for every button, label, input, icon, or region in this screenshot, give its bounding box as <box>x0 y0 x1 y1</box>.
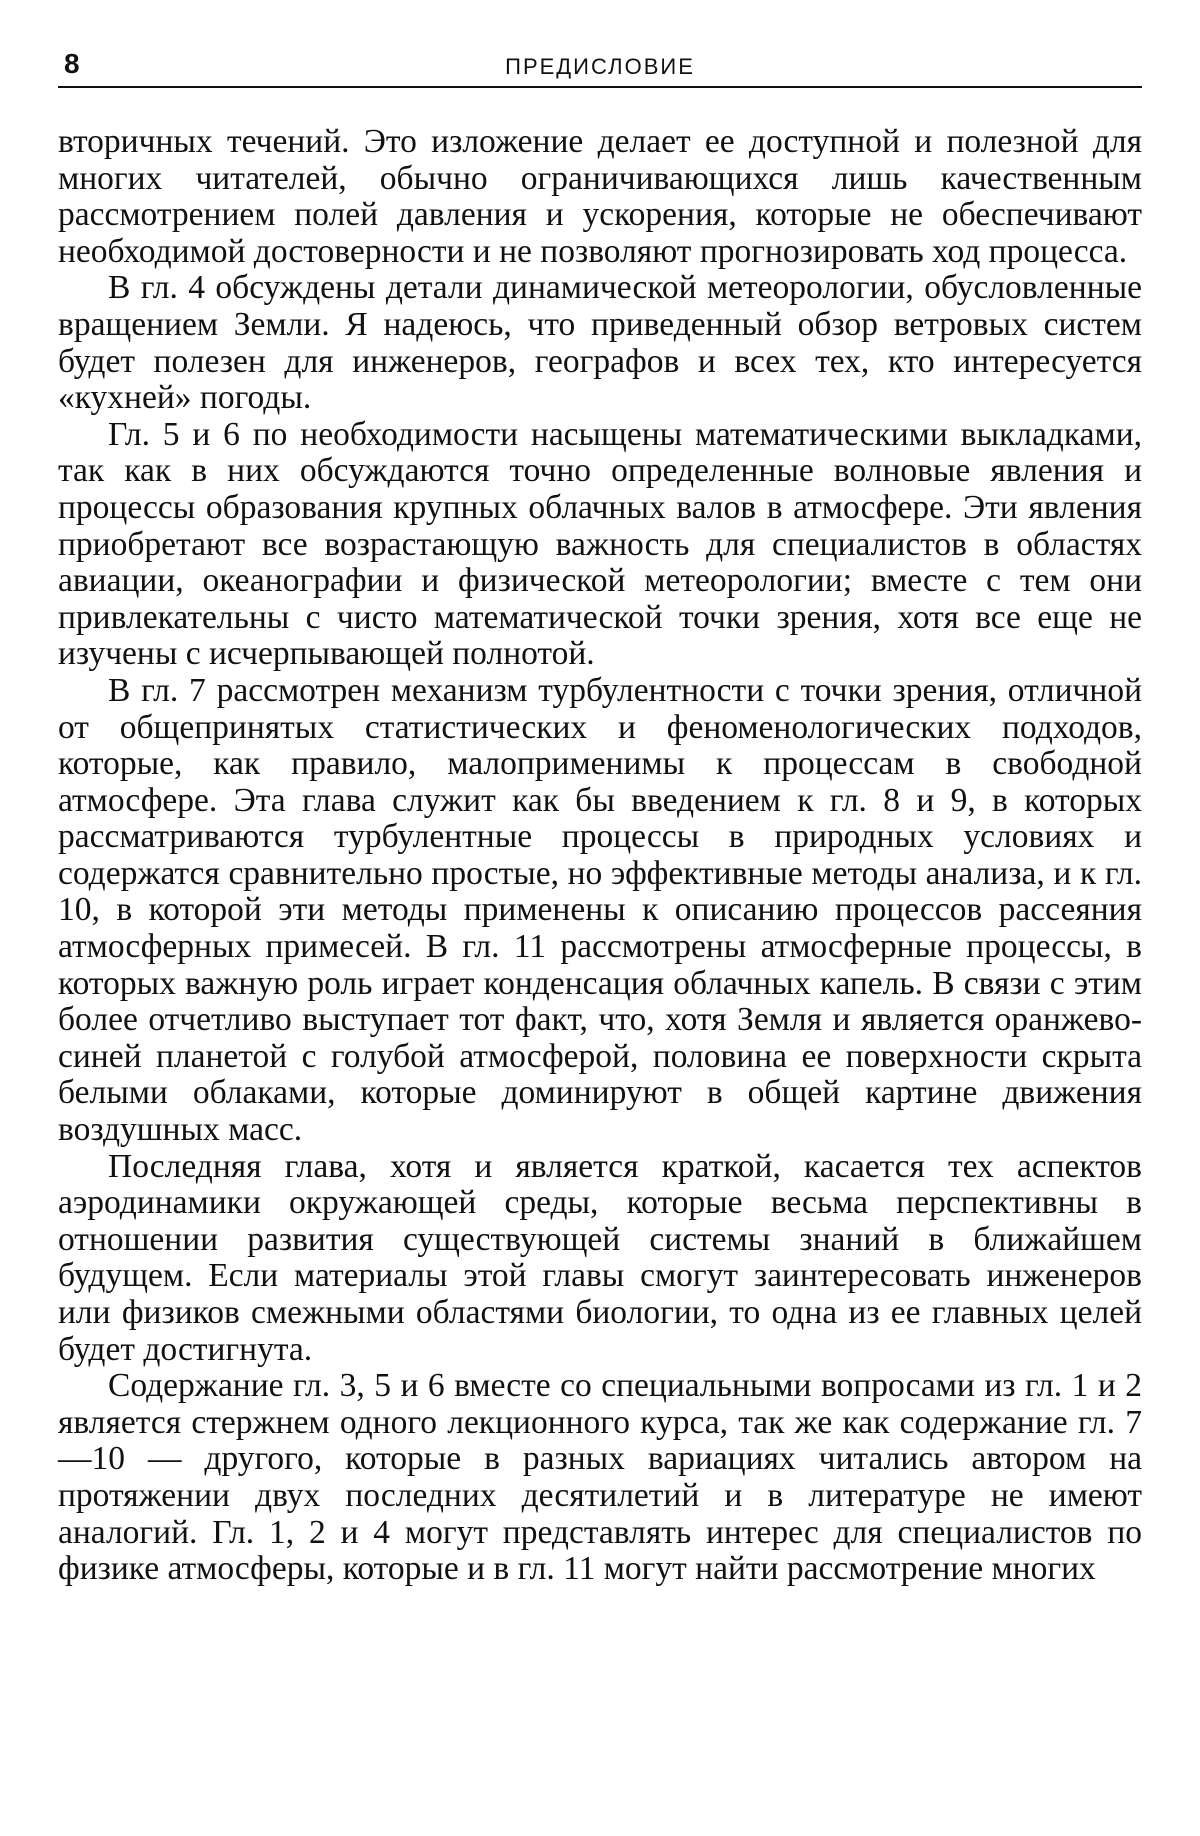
page-number: 8 <box>64 48 80 79</box>
paragraph: Последняя глава, хотя и является краткой, касается тех аспектов аэродинамики окружающей среды, которые весьма перспективны в отношении развития существующей системы знаний в ближайшем будущем. Если материалы этой главы смогут заинтересовать инженеров или физиков смежными областями биологии, то одна из ее главных целей будет достигнута. <box>58 1147 1142 1368</box>
paragraph: В гл. 7 рассмотрен механизм турбулентности с точки зрения, отличной от общепринятых статистических и феноменологических подходов, которые, как правило, малоприменимы к процессам в свободной атмосфере. Эта глава служит как бы введением к гл. 8 и 9, в которых рассматриваются турбулентные процессы в природных условиях и содержатся сравнительно простые, но эффективные методы анализа, и к гл. 10, в которой эти методы применены к описанию процессов рассеяния атмосферных примесей. В гл. 11 рассмотрены атмосферные процессы, в которых важную роль играет конденсация облачных капель. В связи с этим более отчетливо выступает тот факт, что, хотя Земля и является оранжево-синей планетой с голубой атмосферой, половина ее поверхности скрыта белыми облаками, которые доминируют в общей картине движения воздушных масс. <box>58 671 1142 1149</box>
paragraph: Гл. 5 и 6 по необходимости насыщены математическими выкладками, так как в них обсуждаются точно определенные волновые явления и процессы образования крупных облачных валов в атмосфере. Эти явления приобретают все возрастающую важность для специалистов в областях авиации, океанографии и физической метеорологии; вместе с тем они привлекательны с чисто математической точки зрения, хотя все еще не изучены с исчерпывающей полнотой. <box>58 415 1142 673</box>
paragraph: вторичных течений. Это изложение делает ее доступной и полезной для многих читателей, обычно ограничивающихся лишь качественным рассмотрением полей давления и ускорения, которые не обеспечивают необходимой достоверности и не позволяют прогнозировать ход процесса. <box>58 123 1142 270</box>
page-header <box>58 46 1142 88</box>
paragraph: В гл. 4 обсуждены детали динамической метеорологии, обусловленные вращением Земли. Я надеюсь, что приведенный обзор ветровых систем будет полезен для инженеров, географов и всех тех, кто интересуется «кухней» погоды. <box>58 269 1142 417</box>
page-body <box>58 124 1142 1588</box>
running-title: ПРЕДИСЛОВИЕ <box>505 54 695 79</box>
paragraph: Содержание гл. 3, 5 и 6 вместе со специальными вопросами из гл. 1 и 2 является стержнем одного лекционного курса, так же как содержание гл. 7—10 — другого, которые в разных вариациях читались автором на протяжении двух последних десятилетий и в литературе не имеют аналогий. Гл. 1, 2 и 4 могут представлять интерес для специалистов по физике атмосферы, которые и в гл. 11 могут найти рассмотрение многих <box>58 1367 1142 1588</box>
